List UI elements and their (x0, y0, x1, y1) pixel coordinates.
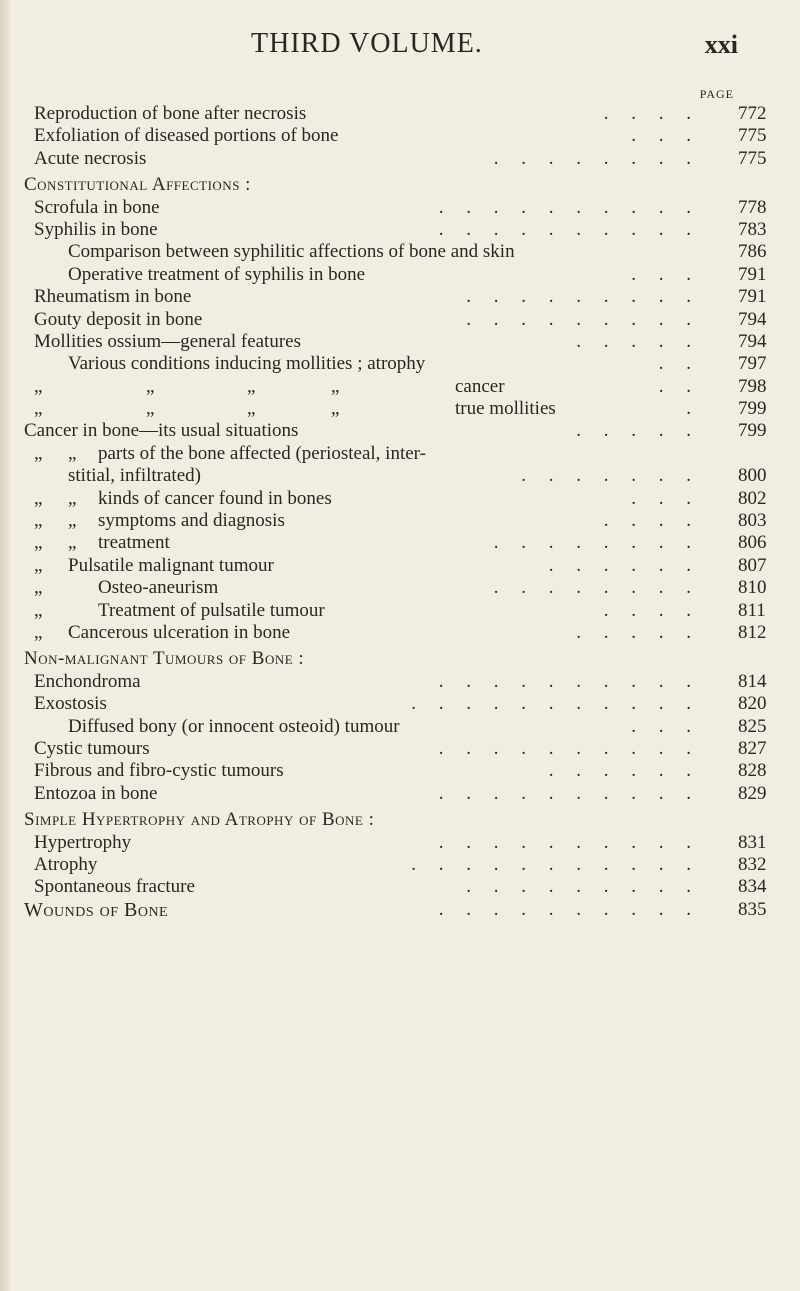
toc-entry (0, 555, 800, 577)
entry-title: treatment (98, 532, 170, 554)
page-number: 775 (738, 125, 767, 147)
entry-title: Cystic tumours (34, 737, 150, 759)
section-heading (0, 899, 800, 921)
entry-title: Reproduction of bone after necrosis (34, 103, 307, 124)
page-column-label: PAGE (699, 87, 734, 101)
section-heading (0, 174, 800, 196)
leader-dots: . . . . . . . . (493, 577, 700, 599)
entry-title: Various conditions inducing mollities ; atrophy (68, 353, 426, 375)
toc-entry (0, 398, 800, 420)
page-number: 811 (738, 599, 766, 621)
toc-entry (0, 760, 800, 782)
ditto-mark: „ (34, 398, 43, 420)
page-number: 831 (738, 831, 767, 853)
toc-entry (0, 488, 800, 510)
entry-title: Cancerous ulceration in bone (68, 621, 291, 643)
leader-dots: . . (658, 353, 700, 375)
leader-dots: . . . . . . . . . . (438, 898, 700, 920)
ditto-mark: „ (34, 621, 43, 643)
entry-title: Exostosis (34, 693, 107, 715)
ditto-mark: „ (68, 442, 77, 464)
entry-title: Fibrous and fibro-cystic tumours (34, 760, 284, 782)
page-number: 775 (738, 147, 767, 169)
entry-title: Comparison between syphilitic affections of bone and skin (68, 241, 515, 263)
leader-dots: . . . . . . . . . . . (411, 693, 700, 715)
toc-entry (0, 420, 800, 442)
page-number: 820 (738, 693, 767, 715)
ditto-mark: „ (34, 532, 43, 554)
entry-title: Entozoa in bone (34, 782, 158, 804)
running-title: THIRD VOLUME. (251, 28, 483, 59)
ditto-mark: „ (34, 510, 43, 532)
leader-dots: . . . . . . . . . (466, 308, 700, 330)
page-number: 791 (738, 263, 767, 285)
leader-dots: . . . . (603, 510, 700, 532)
page-number: 803 (738, 510, 767, 532)
toc-entry (0, 148, 800, 170)
ditto-mark: „ (331, 398, 340, 420)
page-number: 794 (738, 330, 767, 352)
page-number: 835 (738, 898, 767, 920)
entry-title: Atrophy (34, 853, 98, 875)
entry-title: Acute necrosis (34, 147, 147, 169)
page-header (0, 28, 800, 68)
ditto-mark: „ (68, 510, 77, 532)
entry-title: Osteo-aneurism (98, 577, 219, 599)
leader-dots: . . . . . (576, 330, 700, 352)
entry-title: kinds of cancer found in bones (98, 487, 332, 509)
section-heading (0, 809, 800, 831)
section-title: Wounds of Bone (24, 898, 169, 921)
leader-dots: . (686, 398, 700, 420)
ditto-mark: „ (34, 487, 43, 509)
page-number: 794 (738, 308, 767, 330)
page-number: 799 (738, 420, 767, 442)
leader-dots: . . . . . . . . . . . (411, 853, 700, 875)
leader-dots: . . (658, 375, 700, 397)
page-number: 798 (738, 375, 767, 397)
entry-title: Gouty deposit in bone (34, 308, 203, 330)
toc-entry (0, 353, 800, 375)
toc-entry (0, 716, 800, 738)
leader-dots: . . . . . . . . . . (438, 737, 700, 759)
entry-title: Mollities ossium—general features (34, 330, 301, 352)
toc-entry (0, 532, 800, 554)
ditto-mark: „ (34, 599, 43, 621)
entry-title: Exfoliation of diseased portions of bone (34, 125, 339, 147)
entry-title: parts of the bone affected (periosteal, inter- (98, 442, 426, 464)
ditto-mark: „ (34, 554, 43, 576)
page-number: 834 (738, 876, 767, 898)
ditto-mark: „ (34, 577, 43, 599)
leader-dots: . . . . . . . (521, 465, 700, 487)
toc-entry (0, 738, 800, 760)
ditto-mark: „ (247, 375, 256, 397)
toc-entry (0, 197, 800, 219)
leader-dots: . . . . . . . . . . (438, 218, 700, 240)
leader-dots: . . . . . . . . . (466, 876, 700, 898)
page-number: 783 (738, 218, 767, 240)
page-number: 827 (738, 737, 767, 759)
leader-dots: . . . . . . . . (493, 147, 700, 169)
page-number: 797 (738, 353, 767, 375)
ditto-mark: „ (34, 442, 43, 464)
toc-entry (0, 125, 800, 147)
page-number: 829 (738, 782, 767, 804)
ditto-mark: „ (247, 398, 256, 420)
toc-entry (0, 671, 800, 693)
entry-title: Spontaneous fracture (34, 876, 195, 898)
toc-entry (0, 443, 800, 465)
leader-dots: . . . . . . . . . . (438, 196, 700, 218)
entry-title: Enchondroma (34, 670, 141, 692)
leader-dots: . . . . . . . . . . (438, 831, 700, 853)
leader-dots: . . . . (603, 103, 700, 124)
entry-title: Cancer in bone—its usual situations (24, 420, 299, 442)
toc-entry (0, 622, 800, 644)
section-heading (0, 648, 800, 670)
page-numeral: xxi (704, 30, 738, 59)
toc-entry (0, 103, 800, 125)
toc-entry (0, 854, 800, 876)
entry-title: Hypertrophy (34, 831, 132, 853)
toc-entry (0, 309, 800, 331)
toc-entry (0, 693, 800, 715)
page-number: 825 (738, 715, 767, 737)
section-title: Non-malignant Tumours of Bone : (24, 648, 305, 670)
toc-entry (0, 241, 800, 263)
entry-title: Syphilis in bone (34, 218, 158, 240)
leader-dots: . . . . . . (548, 760, 700, 782)
leader-dots: . . . (631, 487, 700, 509)
toc-entry (0, 376, 800, 398)
toc-entry (0, 264, 800, 286)
entry-title: symptoms and diagnosis (98, 510, 285, 532)
ditto-mark: „ (34, 375, 43, 397)
ditto-mark: „ (146, 375, 155, 397)
page-number: 806 (738, 532, 767, 554)
toc-entry (0, 876, 800, 898)
leader-dots: . . . (631, 263, 700, 285)
toc-entry (0, 331, 800, 353)
leader-dots: . . . . . . . . . (466, 286, 700, 308)
leader-dots: . . . . . . . . (493, 532, 700, 554)
table-of-contents (0, 103, 800, 921)
page-number: 810 (738, 577, 767, 599)
toc-entry (0, 465, 800, 487)
page-number: 802 (738, 487, 767, 509)
page-number: 778 (738, 196, 767, 218)
entry-title: Rheumatism in bone (34, 286, 192, 308)
toc-entry (0, 219, 800, 241)
page-number: 791 (738, 286, 767, 308)
entry-title: Pulsatile malignant tumour (68, 554, 274, 576)
page-number: 799 (738, 398, 767, 420)
toc-entry (0, 832, 800, 854)
page-number: 800 (738, 465, 767, 487)
toc-entry (0, 783, 800, 805)
toc-entry (0, 577, 800, 599)
leader-dots: . . . (631, 715, 700, 737)
page-number: 814 (738, 670, 767, 692)
page-number: 772 (738, 103, 767, 124)
ditto-mark: „ (146, 398, 155, 420)
entry-title: Treatment of pulsatile tumour (98, 599, 325, 621)
leader-dots: . . . (631, 125, 700, 147)
entry-title: Diffused bony (or innocent osteoid) tumour (68, 715, 400, 737)
entry-title: cancer (455, 375, 505, 397)
section-title: Simple Hypertrophy and Atrophy of Bone : (24, 809, 375, 831)
entry-title: Operative treatment of syphilis in bone (68, 263, 366, 285)
ditto-mark: „ (331, 375, 340, 397)
section-title: Constitutional Affections : (24, 174, 251, 196)
leader-dots: . . . . . . . . . . (438, 670, 700, 692)
ditto-mark: „ (68, 487, 77, 509)
leader-dots: . . . . . . . . . . (438, 782, 700, 804)
leader-dots: . . . . . (576, 621, 700, 643)
page-number: 812 (738, 621, 767, 643)
toc-entry (0, 600, 800, 622)
entry-title: Scrofula in bone (34, 196, 160, 218)
entry-title: stitial, infiltrated) (68, 465, 201, 487)
leader-dots: . . . . . (576, 420, 700, 442)
page-number: 828 (738, 760, 767, 782)
page-number: 786 (738, 241, 767, 263)
page-number: 832 (738, 853, 767, 875)
page-number: 807 (738, 554, 767, 576)
leader-dots: . . . . . . (548, 554, 700, 576)
entry-title: true mollities (455, 398, 556, 420)
leader-dots: . . . . (603, 599, 700, 621)
toc-entry (0, 286, 800, 308)
toc-entry (0, 510, 800, 532)
ditto-mark: „ (68, 532, 77, 554)
